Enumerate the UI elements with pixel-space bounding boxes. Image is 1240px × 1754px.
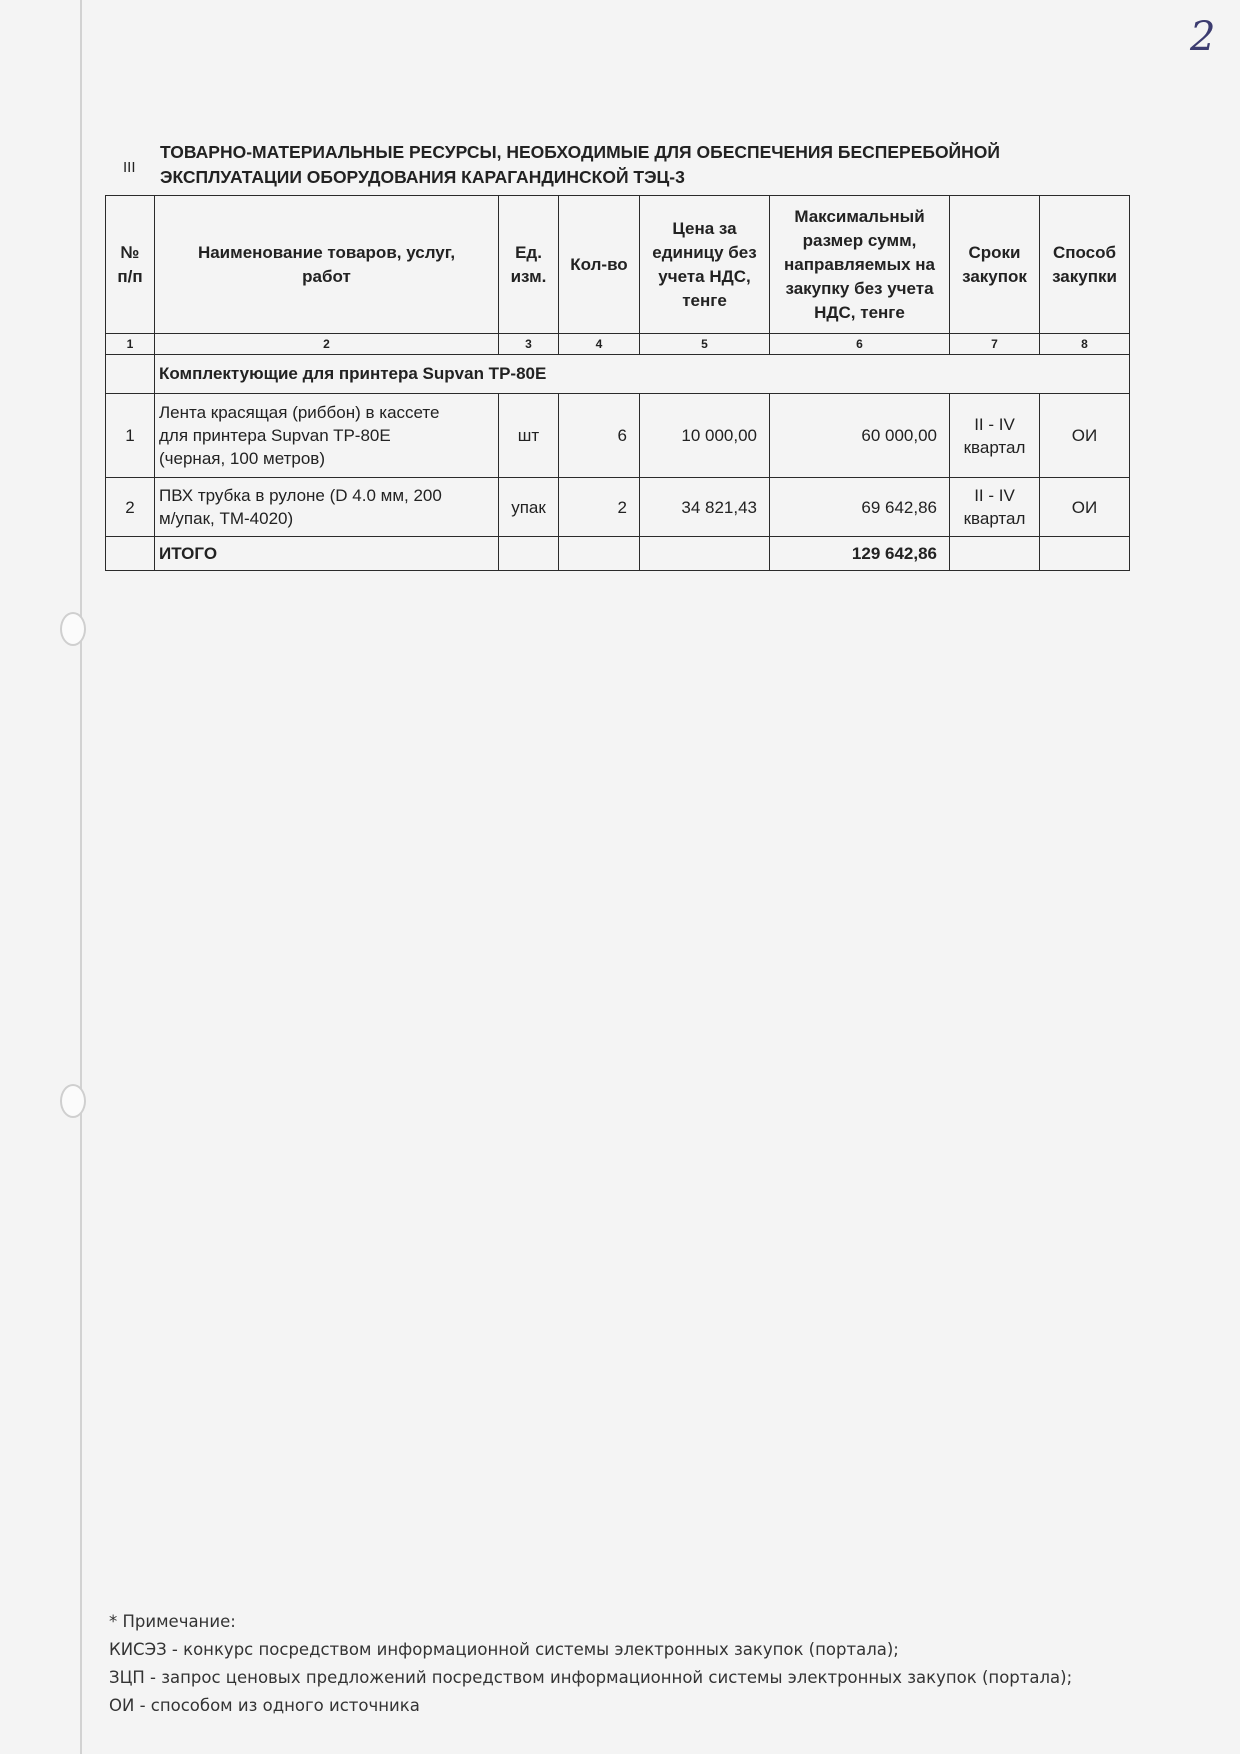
header-method: Способ закупки	[1040, 196, 1130, 334]
section-title	[160, 140, 1100, 190]
row-unit: упак	[499, 478, 559, 537]
row-period: II - IV квартал	[950, 478, 1040, 537]
handwritten-page-number: 2	[1190, 14, 1216, 60]
note-line: ЗЦП - запрос ценовых предложений посредством информационной системы электронных закупок (портала);	[109, 1668, 1073, 1687]
header-amount: Максимальный размер сумм, направляемых на закупку без учета НДС, тенге	[770, 196, 950, 334]
row-name: Лента красящая (риббон) в кассете для принтера Supvan TP-80E (черная, 100 метров)	[155, 394, 499, 478]
header-price: Цена за единицу без учета НДС, тенге	[640, 196, 770, 334]
punch-hole	[60, 1084, 86, 1118]
row-no: 1	[106, 394, 155, 478]
procurement-table	[105, 195, 1130, 571]
column-number: 1	[106, 334, 155, 355]
header-qty: Кол-во	[559, 196, 640, 334]
column-number-row	[106, 334, 1130, 355]
row-period: II - IV квартал	[950, 394, 1040, 478]
header-unit: Ед. изм.	[499, 196, 559, 334]
section-title-line: ЭКСПЛУАТАЦИИ ОБОРУДОВАНИЯ КАРАГАНДИНСКОЙ ТЭЦ-3	[160, 167, 685, 187]
column-number: 6	[770, 334, 950, 355]
header-no: № п/п	[106, 196, 155, 334]
column-number: 2	[155, 334, 499, 355]
section-number: III	[123, 159, 136, 176]
section-title-line: ТОВАРНО-МАТЕРИАЛЬНЫЕ РЕСУРСЫ, НЕОБХОДИМЫЕ ДЛЯ ОБЕСПЕЧЕНИЯ БЕСПЕРЕБОЙНОЙ	[160, 142, 1000, 162]
column-number: 7	[950, 334, 1040, 355]
column-number: 4	[559, 334, 640, 355]
footnotes	[109, 1608, 1072, 1720]
row-qty: 2	[559, 478, 640, 537]
table-row	[106, 478, 1130, 537]
punch-hole	[60, 612, 86, 646]
row-method: ОИ	[1040, 478, 1130, 537]
total-row	[106, 537, 1130, 571]
column-number: 5	[640, 334, 770, 355]
notes-title: * Примечание:	[109, 1612, 236, 1631]
row-unit: шт	[499, 394, 559, 478]
row-price: 10 000,00	[640, 394, 770, 478]
column-number: 8	[1040, 334, 1130, 355]
row-name: ПВХ трубка в рулоне (D 4.0 мм, 200 м/упак, ТМ-4020)	[155, 478, 499, 537]
note-line: ОИ - способом из одного источника	[109, 1696, 420, 1715]
group-title: Комплектующие для принтера Supvan TP-80E	[155, 355, 1130, 394]
total-amount: 129 642,86	[770, 537, 950, 571]
row-method: ОИ	[1040, 394, 1130, 478]
row-amount: 69 642,86	[770, 478, 950, 537]
group-row	[106, 355, 1130, 394]
header-name: Наименование товаров, услуг, работ	[155, 196, 499, 334]
row-no: 2	[106, 478, 155, 537]
total-label: ИТОГО	[155, 537, 499, 571]
header-period: Сроки закупок	[950, 196, 1040, 334]
row-amount: 60 000,00	[770, 394, 950, 478]
row-price: 34 821,43	[640, 478, 770, 537]
binding-margin-line	[80, 0, 82, 1754]
table-row	[106, 394, 1130, 478]
column-number: 3	[499, 334, 559, 355]
header-row	[106, 196, 1130, 334]
row-qty: 6	[559, 394, 640, 478]
note-line: КИСЭЗ - конкурс посредством информационной системы электронных закупок (портала);	[109, 1640, 899, 1659]
